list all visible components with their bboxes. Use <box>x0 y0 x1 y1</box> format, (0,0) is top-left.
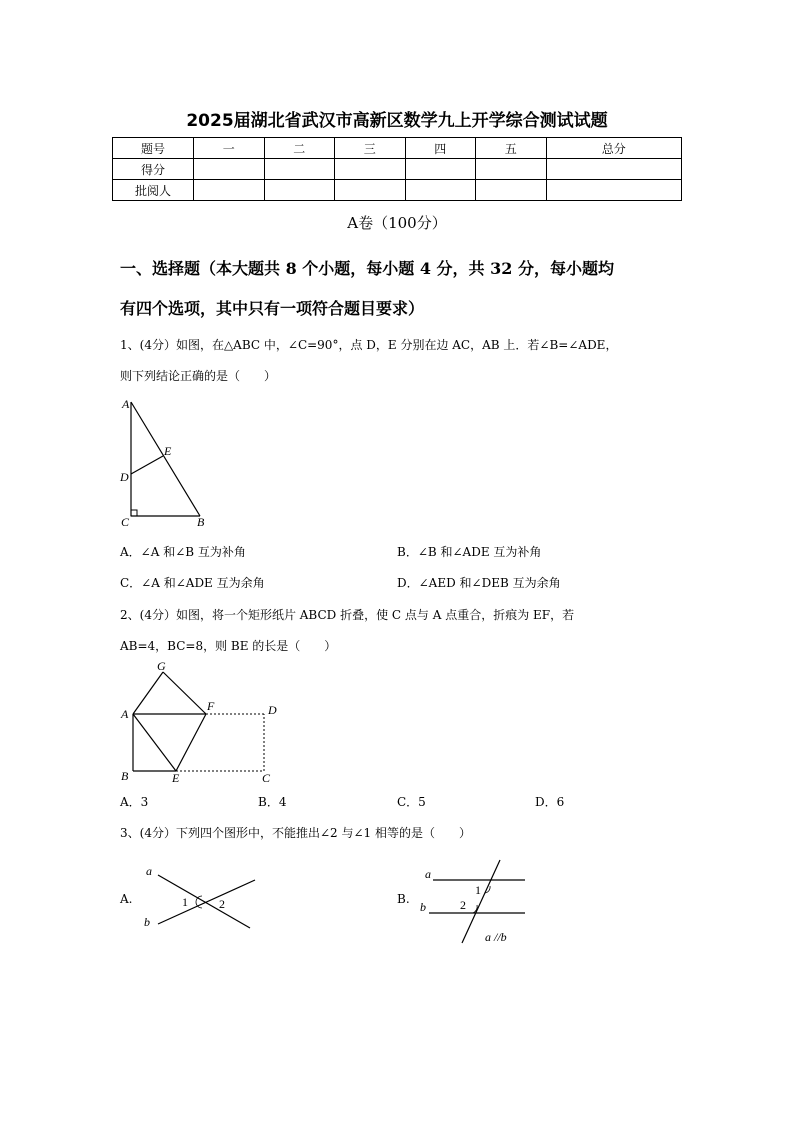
table-cell: 二 <box>264 138 335 159</box>
table-cell <box>476 180 547 201</box>
q1-label-e: E <box>164 444 172 458</box>
table-cell <box>546 180 682 201</box>
q3-option-b-label: B. <box>397 892 410 906</box>
q2-label-a: A <box>121 707 129 721</box>
q3a-label-a: a <box>146 864 152 878</box>
q3a-label-b: b <box>144 915 150 929</box>
q2-option-c: C．5 <box>397 795 426 809</box>
table-cell: 五 <box>476 138 547 159</box>
q2-label-c: C <box>262 771 271 785</box>
table-row <box>113 138 682 159</box>
q3-text-line1: 3、(4分）下列四个图形中，不能推出∠2 与∠1 相等的是（ ） <box>120 826 471 840</box>
q2-rectangle-figure <box>112 658 287 788</box>
q2-option-b: B．4 <box>258 795 287 809</box>
table-cell <box>264 180 335 201</box>
part1-heading-line1: 一、选择题（本大题共 8 个小题，每小题 4 分，共 32 分，每小题均 <box>120 259 614 278</box>
q3b-angle-1: 1 <box>475 883 481 897</box>
q2-option-d: D．6 <box>535 795 565 809</box>
q1-text-line1: 1、(4分）如图，在△ABC 中，∠C=90°，点 D，E 分别在边 AC，AB 上．若∠B=∠ADE， <box>120 338 618 352</box>
q1-option-b: B．∠B 和∠ADE 互为补角 <box>397 545 542 559</box>
q1-option-d: D．∠AED 和∠DEB 互为余角 <box>397 576 561 590</box>
table-cell: 得分 <box>113 159 194 180</box>
table-cell <box>194 159 265 180</box>
page-title: 2025届湖北省武汉市高新区数学九上开学综合测试试题 <box>186 111 608 131</box>
table-cell <box>335 159 406 180</box>
q2-label-b: B <box>121 769 129 783</box>
table-cell <box>546 159 682 180</box>
q3-option-a-label: A. <box>120 892 133 906</box>
q1-label-d: D <box>120 470 129 484</box>
q1-label-a: A <box>122 397 130 411</box>
score-table <box>112 137 682 201</box>
table-row <box>113 180 682 201</box>
q1-triangle-figure <box>112 392 222 532</box>
q3b-angle-2: 2 <box>460 898 466 912</box>
q2-label-e: E <box>172 771 180 785</box>
table-cell: 三 <box>335 138 406 159</box>
q3a-angle-1: 1 <box>182 895 188 909</box>
table-cell: 批阅人 <box>113 180 194 201</box>
q2-text-line2: AB=4，BC=8，则 BE 的长是（ ） <box>120 639 337 653</box>
q3b-label-a: a <box>425 867 431 881</box>
q2-label-f: F <box>207 699 215 713</box>
table-cell <box>405 180 476 201</box>
table-cell <box>405 159 476 180</box>
q3b-parallel-note: a //b <box>485 930 507 944</box>
q3b-label-b: b <box>420 900 426 914</box>
q1-option-c: C．∠A 和∠ADE 互为余角 <box>120 576 265 590</box>
q3-figure-b <box>415 855 535 945</box>
section-a-heading: A卷（100分） <box>347 214 447 232</box>
table-cell <box>264 159 335 180</box>
table-cell: 总分 <box>546 138 682 159</box>
table-row <box>113 159 682 180</box>
table-cell: 一 <box>194 138 265 159</box>
table-cell <box>476 159 547 180</box>
q2-text-line1: 2、(4分）如图，将一个矩形纸片 ABCD 折叠，使 C 点与 A 点重合，折痕为 EF，若 <box>120 608 575 622</box>
table-cell: 四 <box>405 138 476 159</box>
part1-heading-line2: 有四个选项，其中只有一项符合题目要求） <box>120 299 425 318</box>
table-cell: 题号 <box>113 138 194 159</box>
q1-label-b: B <box>197 515 205 529</box>
q3-figure-a <box>140 858 260 938</box>
q1-text-line2: 则下列结论正确的是（ ） <box>120 369 277 383</box>
q2-label-d: D <box>268 703 277 717</box>
table-cell <box>194 180 265 201</box>
table-cell <box>335 180 406 201</box>
q2-label-g: G <box>157 659 166 673</box>
q3a-angle-2: 2 <box>219 897 225 911</box>
q1-option-a: A．∠A 和∠B 互为补角 <box>120 545 246 559</box>
q1-label-c: C <box>121 515 130 529</box>
q2-option-a: A．3 <box>120 795 149 809</box>
